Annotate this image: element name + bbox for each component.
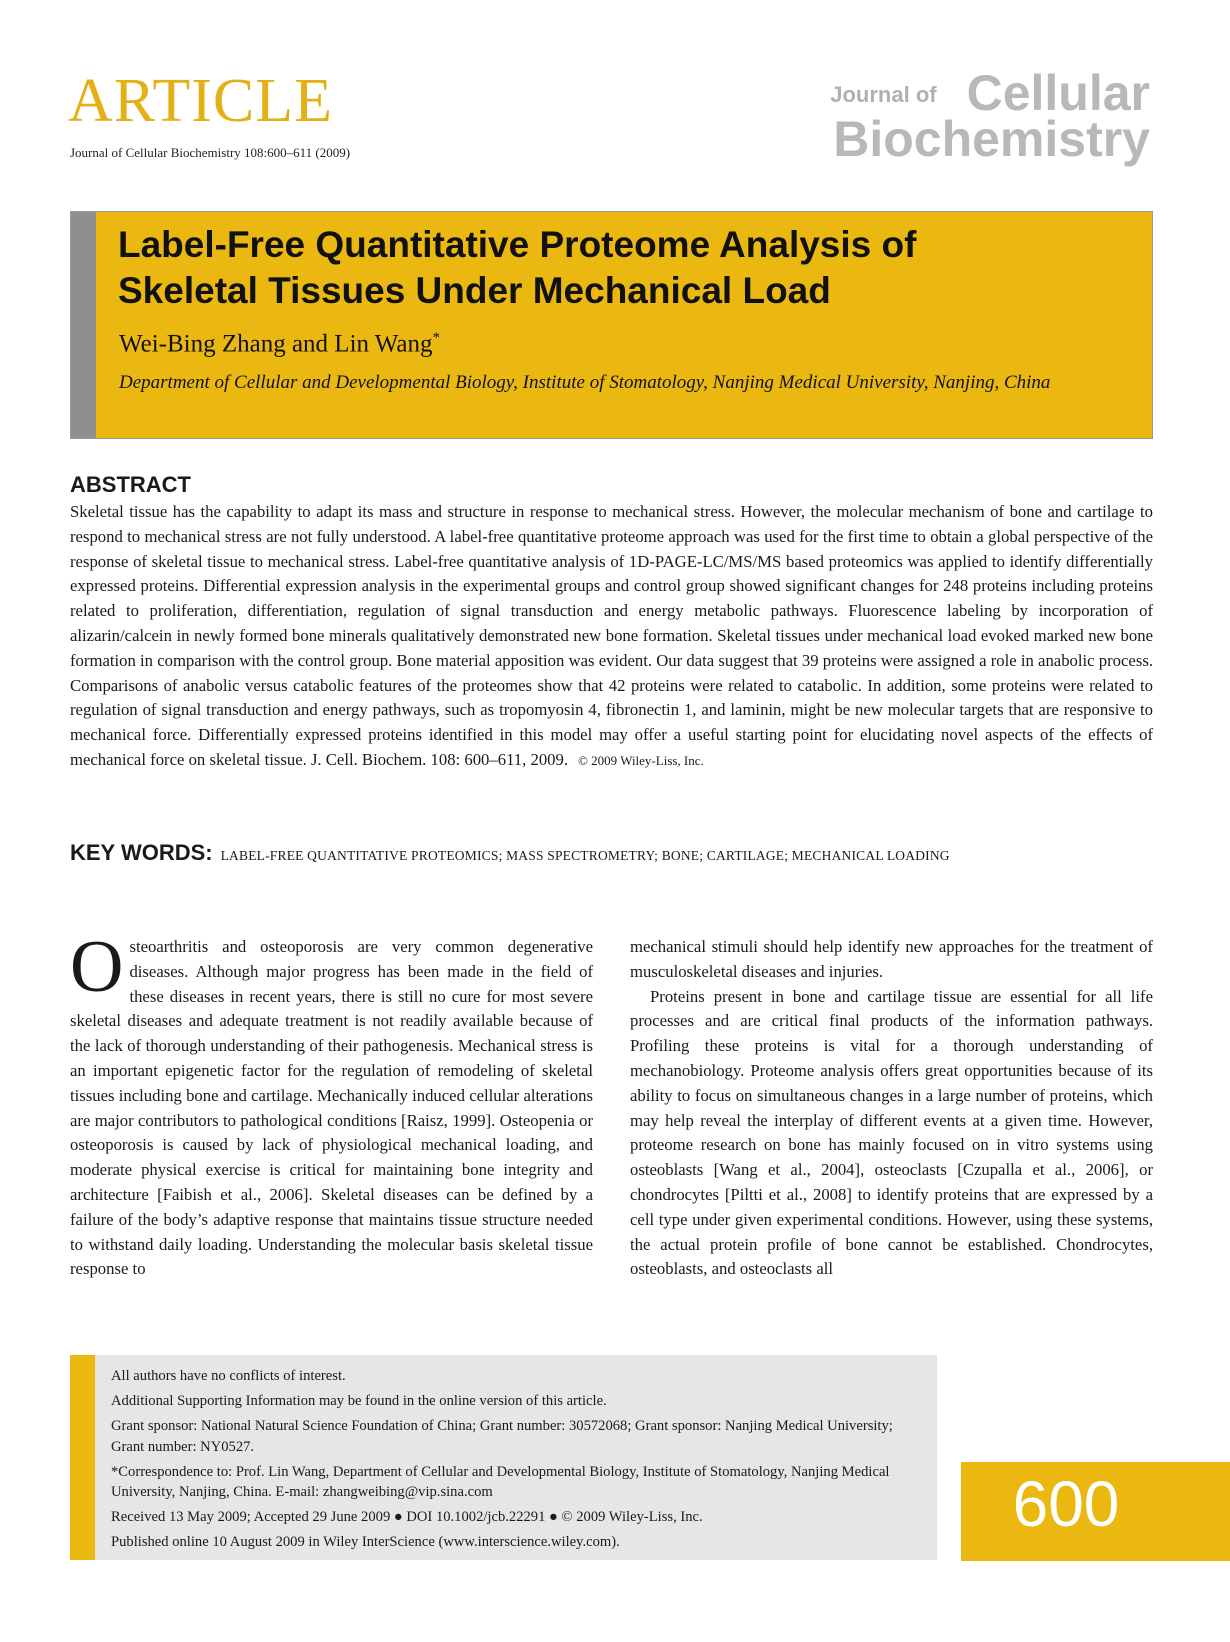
body-paragraph: steoarthritis and osteoporosis are very common degenerative diseases. Although major progress has been made in the field of these diseases in recent years, there is still no cure for most severe skeletal diseases and adequate treatment is not readily available because of the lack of thorough understanding of their pathogenesis. Mechanical stress is an important epigenetic factor for the regulation of remodeling of skeletal tissues including bone and cartilage. Mechanically induced cellular alterations are major contributors to pathological conditions [Raisz, 1999]. Osteopenia or osteoporosis is caused by lack of physiological mechanical loading, and moderate physical exercise is critical for maintaining bone integrity and architecture [Faibish et al., 2006]. Skeletal diseases can be defined by a failure of the body’s adaptive response that maintains tissue structure needed to withstand daily loading. Understanding the molecular basis skeletal tissue response to <box>70 937 593 1279</box>
author-names: Wei-Bing Zhang and Lin Wang <box>119 330 433 358</box>
abstract-copyright: © 2009 Wiley-Liss, Inc. <box>578 752 704 768</box>
journal-logo-cellular: Cellular <box>966 65 1150 121</box>
published-note: Published online 10 August 2009 in Wiley InterScience (www.interscience.wiley.com). <box>111 1534 620 1550</box>
grant-note: Grant sponsor: National Natural Science Foundation of China; Grant number: 30572068; Grant sponsor: Nanjing Medical University; Grant number: NY0527. <box>111 1418 893 1455</box>
article-label: ARTICLE <box>68 67 334 135</box>
authors <box>119 330 440 358</box>
page-number-box <box>961 1462 1230 1561</box>
body-paragraph: Proteins present in bone and cartilage tissue are essential for all life processes and are critical final products of the information pathways. Profiling these proteins is vital for a thorough understanding of mechanobiology. Proteome analysis offers great opportunities because of its ability to focus on simultaneous changes in a large number of proteins, which may help reveal the interplay of different events at a given time. However, proteome research on bone has mainly focused on in vitro systems using osteoblasts [Wang et al., 2004], osteoclasts [Czupalla et al., 2006], or chondrocytes [Piltti et al., 2008] to identify proteins that are expressed by a cell type under given experimental conditions. However, using these systems, the actual protein profile of bone cannot be established. Chondrocytes, osteoblasts, and osteoclasts all <box>630 986 1153 1279</box>
page-number: 600 <box>1012 1468 1120 1540</box>
title-side-bar <box>71 212 96 438</box>
keywords-heading: KEY WORDS: <box>70 840 213 865</box>
body-right-column <box>630 935 1153 1282</box>
keywords-list: LABEL-FREE QUANTITATIVE PROTEOMICS; MASS SPECTROMETRY; BONE; CARTILAGE; MECHANICAL LOADING <box>220 848 950 863</box>
journal-logo-journal-of: Journal of <box>830 82 937 107</box>
journal-logo <box>830 65 1150 167</box>
footnote-side-bar <box>70 1355 95 1560</box>
conflicts-note: All authors have no conflicts of interest. <box>111 1368 346 1384</box>
supporting-info-note: Additional Supporting Information may be found in the online version of this article. <box>111 1393 607 1409</box>
article-title: Label-Free Quantitative Proteome Analysis of Skeletal Tissues Under Mechanical Load <box>118 224 917 311</box>
keywords <box>70 840 1153 866</box>
affiliation: Department of Cellular and Developmental Biology, Institute of Stomatology, Nanjing Medical University, Nanjing, China <box>119 372 1051 393</box>
title-block <box>70 211 1153 439</box>
journal-citation: Journal of Cellular Biochemistry 108:600–611 (2009) <box>70 145 351 160</box>
correspondence-note: *Correspondence to: Prof. Lin Wang, Department of Cellular and Developmental Biology, Institute of Stomatology, Nanjing Medical University, Nanjing, China. E-mail: zhangweibing@vip.sina.com <box>111 1463 890 1500</box>
received-note: Received 13 May 2009; Accepted 29 June 2009 ● DOI 10.1002/jcb.22291 ● © 2009 Wiley-Liss, Inc. <box>111 1509 703 1525</box>
abstract <box>70 500 1153 774</box>
journal-logo-biochemistry: Biochemistry <box>833 111 1150 167</box>
footnote-content <box>111 1366 926 1557</box>
abstract-body: Skeletal tissue has the capability to adapt its mass and structure in response to mechanical stress. However, the molecular mechanism of bone and cartilage to respond to mechanical stress are not fully understood. A label-free quantitative proteome approach was used for the first time to obtain a global perspective of the response of skeletal tissue to mechanical stress. Label-free quantitative analysis of 1D-PAGE-LC/MS/MS based proteomics was applied to identify differentially expressed proteins. Differential expression analysis in the experimental groups and control group showed significant changes for 248 proteins including proteins related to proliferation, differentiation, regulation of signal transduction and energy metabolic pathways. Fluorescence labeling by incorporation of alizarin/calcein in newly formed bone minerals qualitatively demonstrated new bone formation. Skeletal tissues under mechanical load evoked marked new bone formation in comparison with the control group. Bone material apposition was evident. Our data suggest that 39 proteins were assigned a role in anabolic process. Comparisons of anabolic versus catabolic features of the proteomes show that 42 proteins were related to catabolic. In addition, some proteins were related to regulation of signal transduction and energy pathways, such as tropomyosin 4, fibronectin 1, and laminin, might be new molecular targets that are responsive to mechanical force. Differentially expressed proteins identified in this model may offer a useful starting point for elucidating novel aspects of the effects of mechanical force on skeletal tissue. J. Cell. Biochem. 108: 600–611, 2009. <box>70 502 1153 769</box>
body-paragraph: mechanical stimuli should help identify new approaches for the treatment of musculoskeletal diseases and injuries. <box>630 937 1153 981</box>
drop-cap: O <box>70 926 124 1008</box>
abstract-heading: ABSTRACT <box>70 472 191 497</box>
corresponding-author-mark: * <box>432 330 441 346</box>
body-left-column <box>70 926 593 1282</box>
footnote-box <box>70 1355 937 1560</box>
